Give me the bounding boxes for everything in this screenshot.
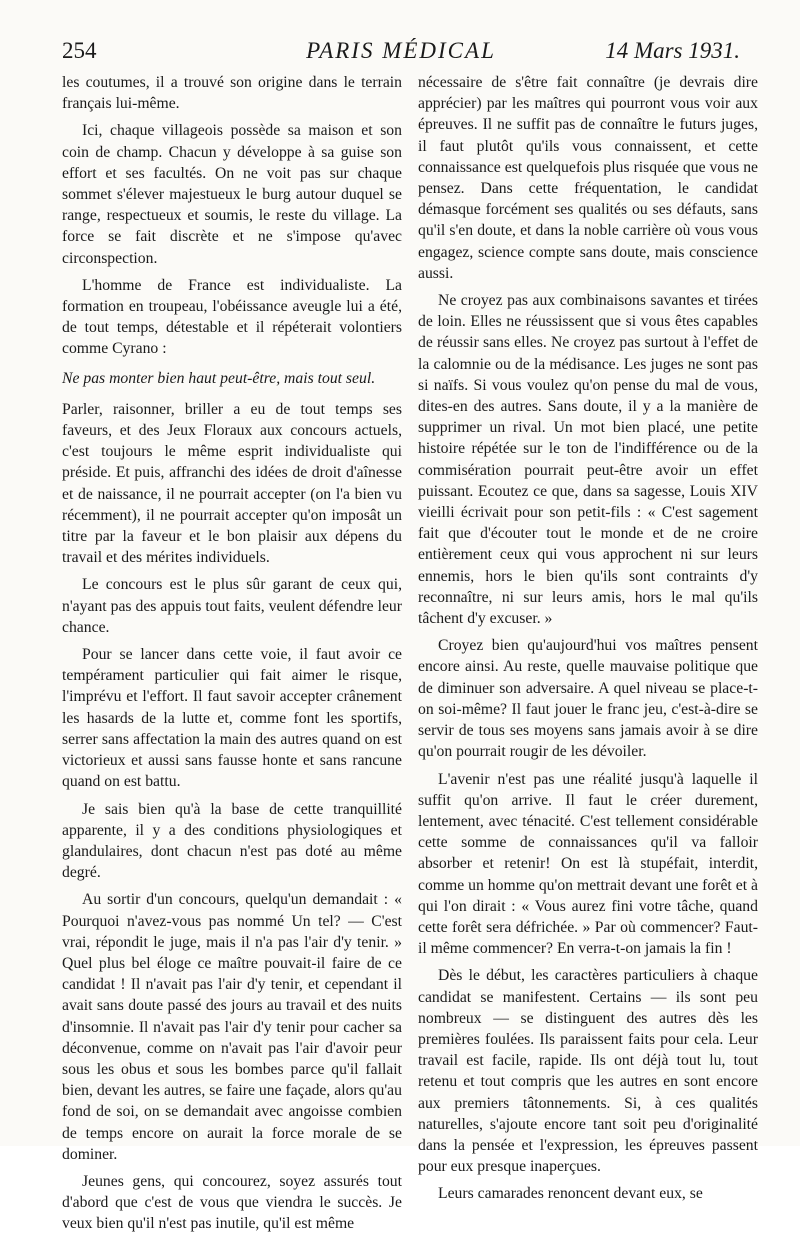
right-column <box>418 72 758 1211</box>
paragraph: Au sortir d'un concours, quelqu'un demandait : « Pourquoi n'avez-vous pas nommé Un tel? — C'est vrai, répondit le juge, mais il n'a pas l'air d'y tenir. » Quel plus bel éloge ce maître pouvait-il faire de ce candidat ! Il n'avait pas l'air d'y tenir, et cependant il avait sans doute passé des jours au travail et des nuits d'insomnie. Il n'avait pas l'air d'y tenir pour cacher sa déconvenue, comme on n'avait pas l'air d'avoir peur sous les obus et sous les bombes parce qu'il fallait bien, devant les autres, se faire une façade, alors qu'au fond de soi, on se demandait avec angoisse combien de temps encore on aurait la force morale de se dominer. <box>62 891 402 1163</box>
left-column <box>62 72 402 1241</box>
paragraph: Leurs camarades renoncent devant eux, se <box>438 1185 703 1203</box>
paragraph: L'homme de France est individualiste. La formation en troupeau, l'obéissance aveugle lui a été, de tout temps, détestable et il répéterait volontiers comme Cyrano : <box>62 276 402 358</box>
paragraph: Je sais bien qu'à la base de cette tranquillité apparente, il y a des conditions physiologiques et glandulaires, dont chacun n'est pas doté au même degré. <box>62 800 402 882</box>
journal-title: PARIS MÉDICAL <box>306 38 496 63</box>
page-number: 254 <box>62 38 97 63</box>
paragraph: Dès le début, les caractères particuliers à chaque candidat se manifestent. Certains — ils sont peu nombreux — se distinguent des autres dès les premières foulées. Ils paraissent faits pour cela. Leur travail est facile, rapide. Ils ont déjà tout lu, tout retenu et tout compris que les autres en sont encore aux premiers tâtonnements. Si, à ces qualités naturelles, s'ajoute encore tant soit peu d'originalité dans la pensée et l'expression, les épreuves passent pour eux presque inaperçues. <box>418 967 758 1176</box>
paragraph: Ne croyez pas aux combinaisons savantes et tirées de loin. Elles ne réussissent que si vous êtes capables de réussir sans elles. Ne croyez pas surtout à l'effet de la calomnie ou de la médisance. Les juges ne sont pas si naïfs. Si vous voulez qu'on pense du mal de vous, dites-en des autres. Sans doute, il y a la manière de supprimer un rival. Un mot bien placé, une petite histoire répétée sur le ton de l'indifférence ou de la commisération pourrait peut-être avoir un effet puissant. Ecoutez ce que, dans sa sagesse, Louis XIV vieilli écrivait pour son petit-fils : « C'est sagement fait que d'écouter tout le monde et de ne croire entièrement ceux qui vous approchent ni sur leurs ennemis, hors le bien qu'ils sont contraints d'y reconnaître, ni sur leurs amis, hors le mal qu'ils tâchent d'y excuser. » <box>418 292 758 628</box>
paragraph: nécessaire de s'être fait connaître (je devrais dire apprécier) par les maîtres qui pourront vous voir aux épreuves. Il ne suffit pas de connaître le futurs juges, il faut plutôt qu'ils vous connaissent, et cette connaissance est quelquefois plus risquée que vous ne pensez. Dans cette fréquentation, le candidat démasque forcément ses qualités ou ses défauts, sans qu'il s'en doute, et dans la noble carrière où vous vous engagez, science compte sans doute, mais conscience aussi. <box>418 74 758 282</box>
paragraph: Ici, chaque villageois possède sa maison et son coin de champ. Chacun y développe à sa guise son effort et ses facultés. On ne voit pas sur chaque sommet s'élever majestueux le burg autour duquel se range, respectueux et soumis, le reste du village. La force se fait discrète et ne s'impose qu'avec circonspection. <box>62 122 402 267</box>
page-header <box>62 38 740 70</box>
issue-date: 14 Mars 1931. <box>605 38 740 63</box>
paragraph: Croyez bien qu'aujourd'hui vos maîtres pensent encore ainsi. Au reste, quelle mauvaise politique que de diminuer son adversaire. A quel niveau se place-t-on soi-même? Il faut jouer le franc jeu, c'est-à-dire se servir de tous ses moyens sans jamais avoir à se dire qu'on pourrait rougir de les dévoiler. <box>418 637 758 761</box>
paragraph: Jeunes gens, qui concourez, soyez assurés tout d'abord que c'est de vous que viendra le succès. Je veux bien qu'il n'est pas inutile, qu'il est même <box>62 1172 402 1233</box>
verse-quote: Ne pas monter bien haut peut-être, mais tout seul. <box>62 369 376 387</box>
paragraph: Pour se lancer dans cette voie, il faut avoir ce tempérament particulier qui fait aimer le risque, l'imprévu et l'effort. Il faut savoir accepter crânement les hasards de la lutte et, comme font les sportifs, serrer sans affectation la main des autres quand on est victorieux et aussi sans fausse honte et sans rancune quand on est battu. <box>62 646 402 791</box>
paragraph: Le concours est le plus sûr garant de ceux qui, n'ayant pas des appuis tout faits, veulent défendre leur chance. <box>62 576 402 636</box>
paragraph: L'avenir n'est pas une réalité jusqu'à laquelle il suffit qu'on arrive. Il faut le créer durement, lentement, avec ténacité. C'est tellement considérable cette somme de connaissances qu'il va falloir absorber et retenir! On est là stupéfait, interdit, comme un homme qu'on mettrait devant une forêt et à qui l'on dirait : « Vous aurez fini votre tâche, quand cette forêt sera défrichée. » Par où commencer? Faut-il même commencer? En verra-t-on jamais la fin ! <box>418 770 758 958</box>
paragraph: Parler, raisonner, briller a eu de tout temps ses faveurs, et des Jeux Floraux aux concours actuels, c'est toujours le même esprit individualiste qui préside. Et puis, affranchi des idées de droit d'aînesse et de naissance, il ne pourrait accepter (on l'a bien vu récemment), il ne pourrait accepter qu'on imposât un titre par la faveur et le bon plaisir aux dépens du travail et des mérites individuels. <box>62 400 402 567</box>
paragraph: les coutumes, il a trouvé son origine dans le terrain français lui-même. <box>62 74 402 113</box>
